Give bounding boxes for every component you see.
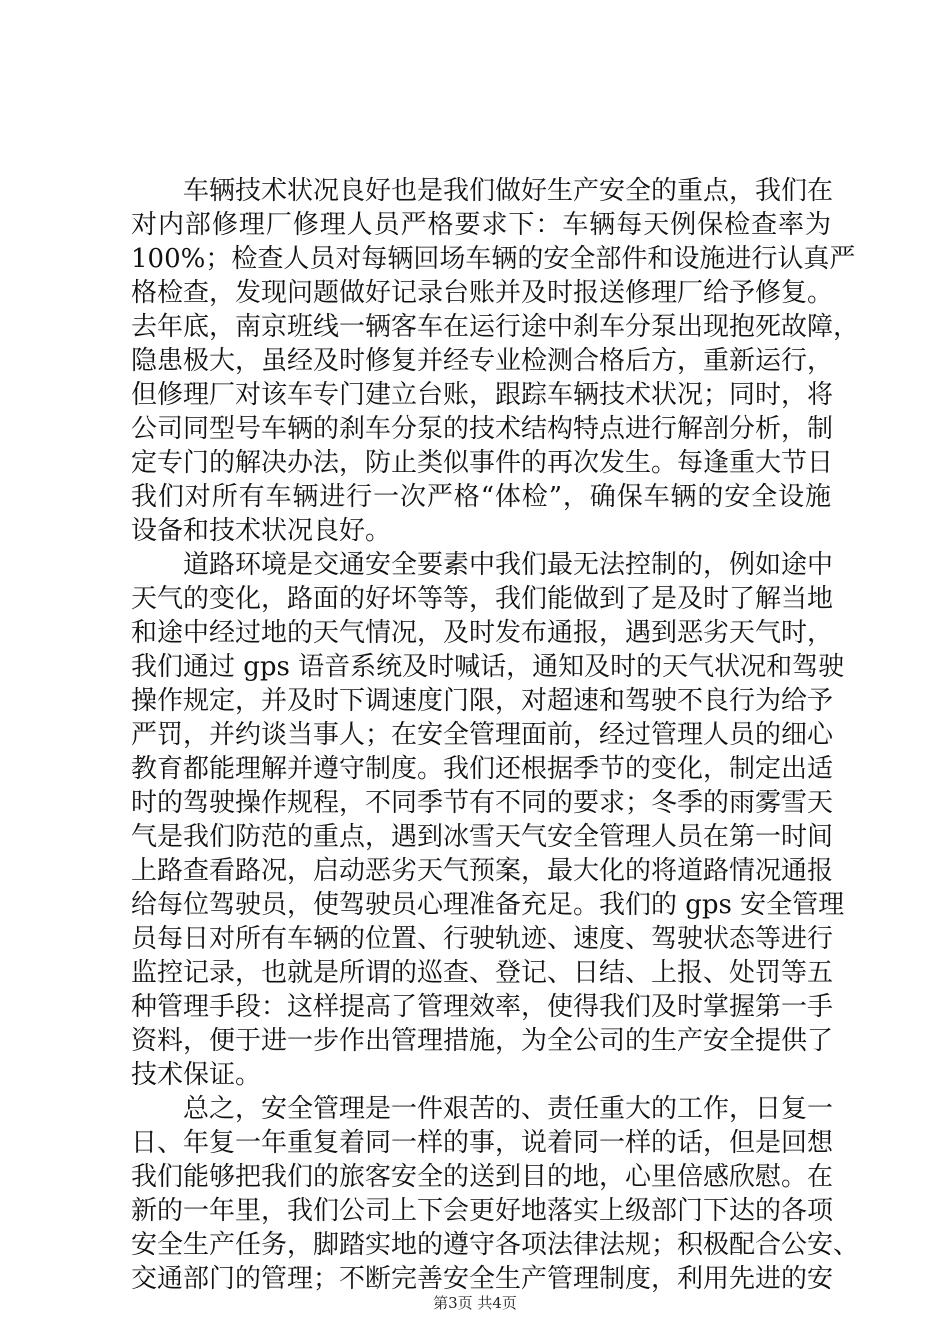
text-line: 和途中经过地的天气情况，及时发布通报，遇到恶劣天气时，: [131, 618, 834, 648]
text-line: 但修理厂对该车专门建立台账，跟踪车辆技术状况；同时，将: [131, 380, 834, 410]
text-line: 100%；检查人员对每辆回场车辆的安全部件和设施进行认真严: [131, 244, 856, 274]
text-line: 教育都能理解并遵守制度。我们还根据季节的变化，制定出适: [131, 754, 834, 784]
text-line: 新的一年里，我们公司上下会更好地落实上级部门下达的各项: [131, 1196, 834, 1226]
text-line: 监控记录，也就是所谓的巡查、登记、日结、上报、处罚等五: [131, 958, 834, 988]
text-line: 天气的变化，路面的好坏等等，我们能做到了是及时了解当地: [131, 584, 834, 614]
page-number-footer: 第3页 共4页: [433, 1294, 517, 1312]
text-line: 操作规定，并及时下调速度门限，对超速和驾驶不良行为给予: [131, 686, 834, 716]
text-line: 日、年复一年重复着同一样的事，说着同一样的话，但是回想: [131, 1128, 834, 1158]
text-line: 去年底，南京班线一辆客车在运行途中刹车分泵出现抱死故障，: [131, 312, 860, 342]
text-line: 资料，便于进一步作出管理措施，为全公司的生产安全提供了: [131, 1026, 834, 1056]
text-line: 道路环境是交通安全要素中我们最无法控制的，例如途中: [183, 550, 834, 580]
text-line: 对内部修理厂修理人员严格要求下：车辆每天例保检查率为: [131, 210, 831, 240]
text-line: 员每日对所有车辆的位置、行驶轨迹、速度、驾驶状态等进行: [131, 924, 834, 954]
text-line: 时的驾驶操作规程，不同季节有不同的要求；冬季的雨雾雪天: [131, 788, 834, 818]
body-text: [131, 174, 860, 1296]
text-line: 安全生产任务，脚踏实地的遵守各项法律法规；积极配合公安、: [131, 1230, 860, 1260]
text-line: 我们通过 gps 语音系统及时喊话，通知及时的天气状况和驾驶: [131, 652, 845, 682]
text-line: 车辆技术状况良好也是我们做好生产安全的重点，我们在: [183, 176, 834, 206]
text-line: 严罚，并约谈当事人；在安全管理面前，经过管理人员的细心: [131, 720, 834, 750]
text-line: 技术保证。: [131, 1060, 262, 1090]
text-line: 我们能够把我们的旅客安全的送到目的地，心里倍感欣慰。在: [131, 1162, 834, 1192]
text-line: 交通部门的管理；不断完善安全生产管理制度，利用先进的安: [131, 1264, 834, 1294]
text-line: 公司同型号车辆的刹车分泵的技术结构特点进行解剖分析，制: [131, 414, 834, 444]
text-line: 设备和技术状况良好。: [131, 516, 392, 546]
text-line: 种管理手段：这样提高了管理效率，使得我们及时掌握第一手: [131, 992, 834, 1022]
text-line: 上路查看路况，启动恶劣天气预案，最大化的将道路情况通报: [131, 856, 834, 886]
text-line: 格检查，发现问题做好记录台账并及时报送修理厂给予修复。: [131, 278, 834, 308]
text-line: 气是我们防范的重点，遇到冰雪天气安全管理人员在第一时间: [131, 822, 834, 852]
text-line: 总之，安全管理是一件艰苦的、责任重大的工作，日复一: [183, 1094, 834, 1124]
text-line: 给每位驾驶员，使驾驶员心理准备充足。我们的 gps 安全管理: [131, 890, 845, 920]
text-line: 定专门的解决办法，防止类似事件的再次发生。每逢重大节日: [131, 448, 834, 478]
text-line: 我们对所有车辆进行一次严格“体检”，确保车辆的安全设施: [131, 482, 831, 512]
text-line: 隐患极大，虽经及时修复并经专业检测合格后方，重新运行，: [131, 346, 834, 376]
